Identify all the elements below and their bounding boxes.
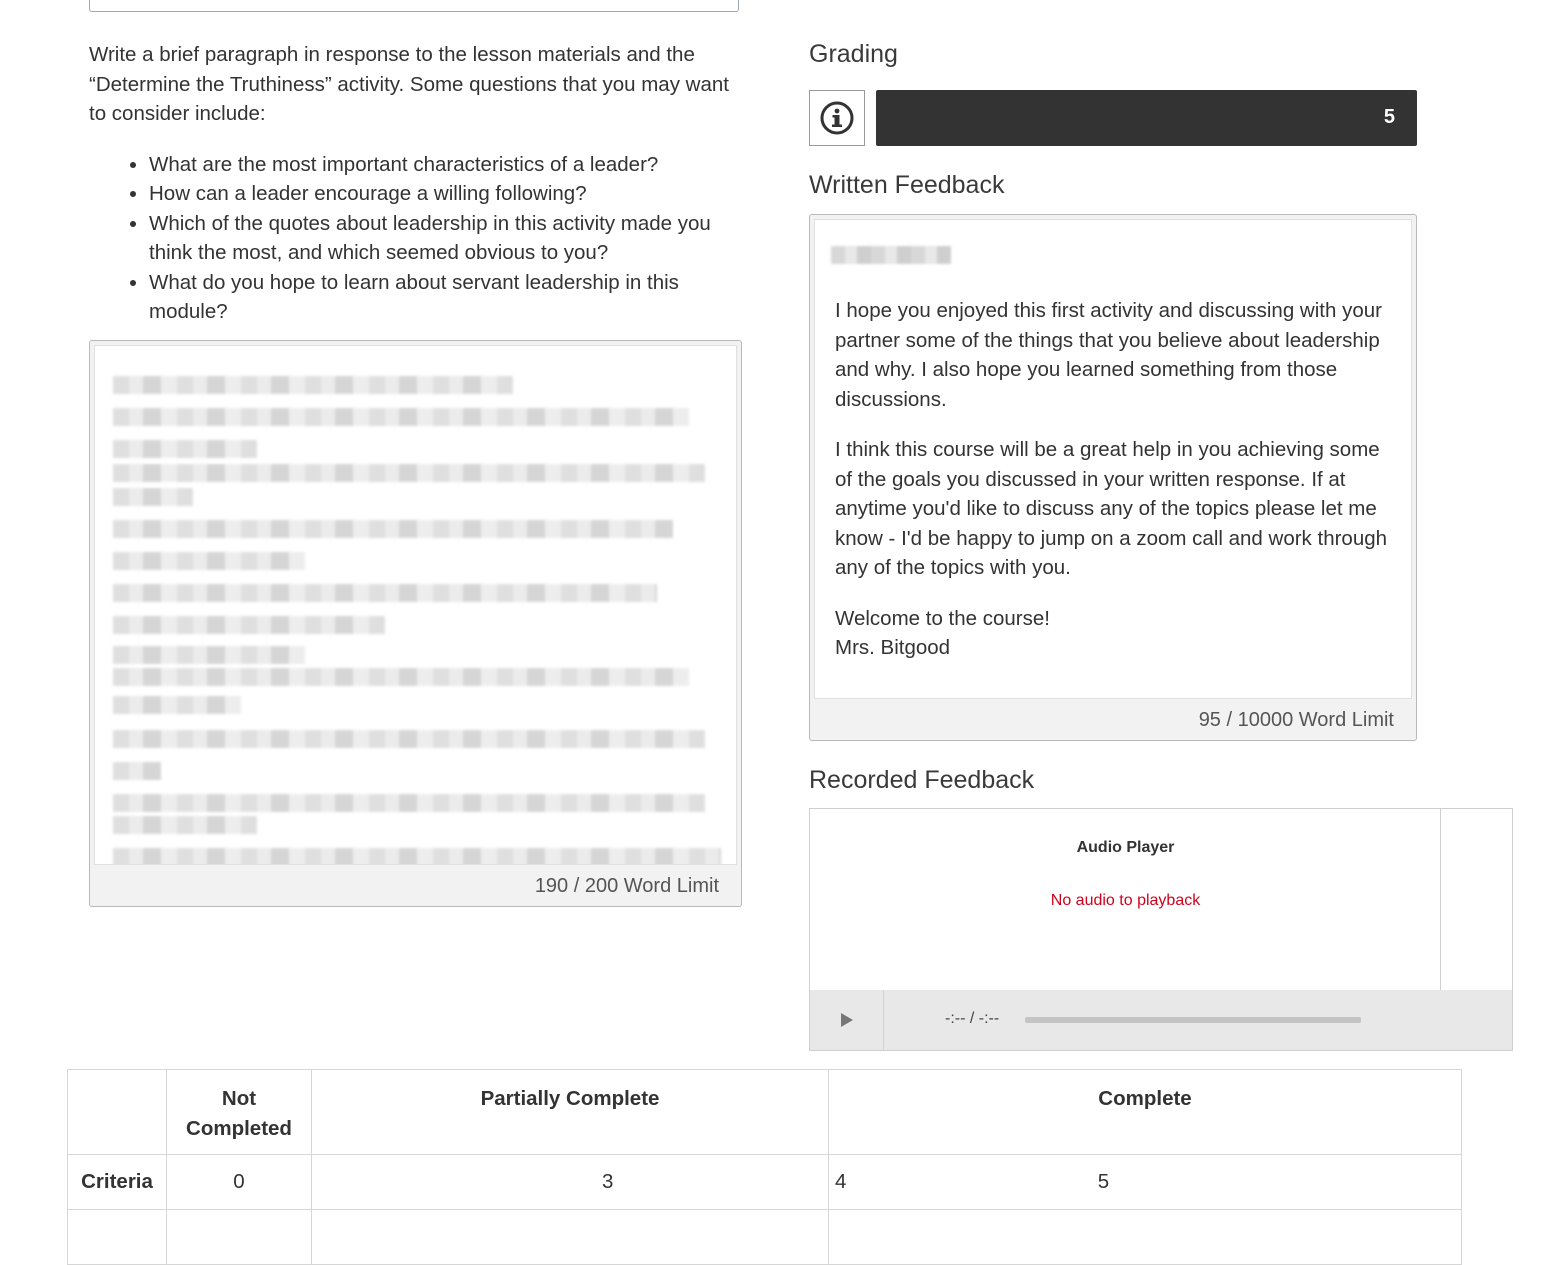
no-audio-message: No audio to playback <box>1050 892 1201 909</box>
written-feedback-box <box>809 214 1417 741</box>
response-word-count-value: 190 <box>534 875 569 897</box>
greeting-name-blurred <box>831 246 951 264</box>
prompt-question: • What do you hope to learn about servant leadership in this module? <box>149 268 744 327</box>
rubric-complete-cell <box>829 1155 1462 1210</box>
audio-controls <box>810 990 1512 1050</box>
info-circle-icon <box>819 100 855 136</box>
rubric-header-not-completed: Not Completed <box>167 1070 312 1155</box>
previous-field-box <box>89 0 739 12</box>
rubric-score-option[interactable]: 5 <box>1097 1170 1110 1193</box>
prompt-question-list <box>89 150 744 327</box>
audio-player <box>809 808 1513 1051</box>
prompt-question: • How can a leader encourage a willing following? <box>149 179 744 209</box>
rubric-table <box>67 1069 1462 1265</box>
recorded-feedback-title: Recorded Feedback <box>809 766 1035 794</box>
student-response-text-blurred[interactable] <box>94 345 737 865</box>
rubric-row-label: Criteria <box>68 1155 167 1210</box>
grading-info-button[interactable] <box>809 90 865 146</box>
rubric-header-empty <box>68 1070 167 1155</box>
feedback-closing: Welcome to the course! <box>835 606 1050 630</box>
feedback-word-count-value: 95 <box>1198 709 1221 731</box>
audio-player-title: Audio Player <box>1076 839 1175 856</box>
feedback-paragraph: I think this course will be a great help in you achieving some of the goals you discussed in your written response. If at anytime you'd like to discuss any of the topics please let me know - I'd be happy to jump on a zoom call and work through any of the topics with you. <box>835 438 1388 579</box>
audio-seek-bar[interactable] <box>1025 1017 1361 1023</box>
feedback-paragraph: I hope you enjoyed this first activity and discussing with your partner some of the things that you believe about leadership and why. I also hope you learned something from those discussions. <box>835 299 1382 411</box>
written-feedback-editor[interactable] <box>814 219 1412 699</box>
rubric-score-option[interactable]: 3 <box>312 1155 829 1210</box>
prompt-question: • Which of the quotes about leadership in this activity made you think the most, and which seemed obvious to you? <box>149 209 744 268</box>
student-response-box <box>89 340 742 907</box>
rubric-header-row <box>68 1070 1462 1155</box>
grade-score-bar[interactable] <box>876 90 1417 146</box>
written-feedback-title: Written Feedback <box>809 171 1005 199</box>
rubric-score-option[interactable]: 0 <box>167 1155 312 1210</box>
play-icon <box>840 1012 854 1028</box>
feedback-word-count <box>1199 709 1394 732</box>
prompt-question: • What are the most important characteristics of a leader? <box>149 150 744 180</box>
grade-score: 5 <box>1383 106 1395 128</box>
rubric-empty-row <box>68 1210 1462 1265</box>
grading-title: Grading <box>809 40 898 68</box>
assignment-prompt <box>89 40 744 327</box>
audio-time: -:-- / -:-- <box>945 1010 1000 1027</box>
rubric-criteria-row <box>68 1155 1462 1210</box>
response-word-count <box>535 875 719 898</box>
prompt-intro: Write a brief paragraph in response to the lesson materials and the “Determine the Truthiness” activity. Some questions that you may want to consider include: <box>89 43 729 125</box>
feedback-word-limit: / 10000 Word Limit <box>1226 709 1394 731</box>
response-word-limit: / 200 Word Limit <box>573 875 719 897</box>
written-feedback-text <box>835 296 1395 663</box>
rubric-score-option[interactable]: 4 <box>835 1170 847 1193</box>
feedback-signature: Mrs. Bitgood <box>835 636 951 659</box>
play-button[interactable] <box>810 990 884 1050</box>
rubric-header-complete: Complete <box>829 1070 1462 1155</box>
rubric-header-partially-complete: Partially Complete <box>312 1070 829 1155</box>
